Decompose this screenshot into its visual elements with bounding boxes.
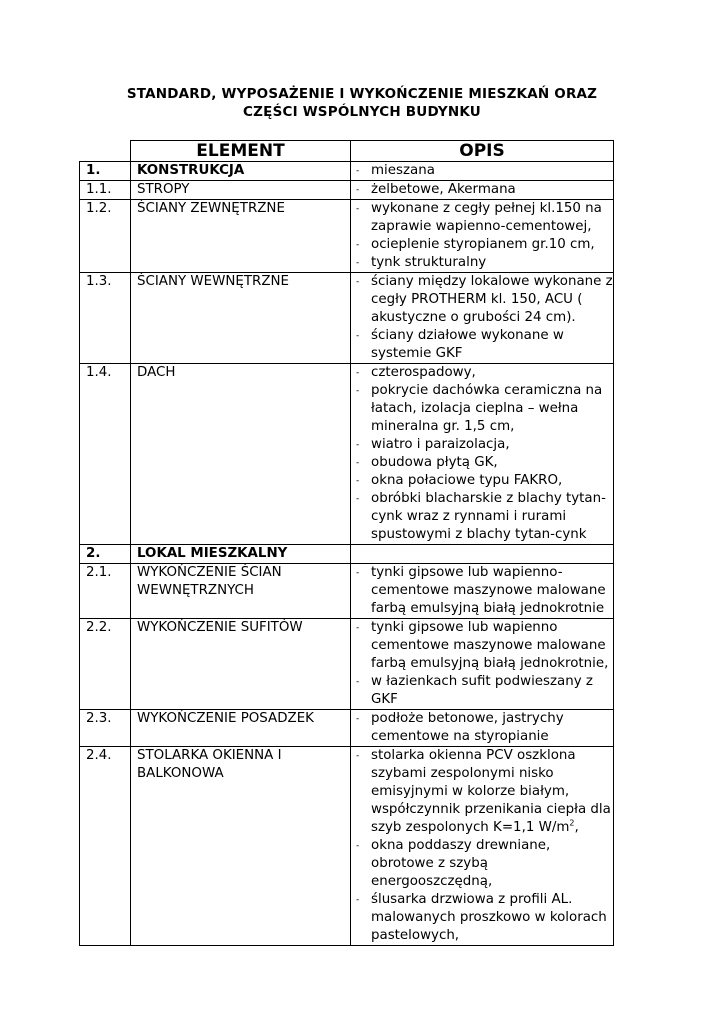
list-item: - ściany działowe wykonane w systemie GKF: [356, 328, 564, 361]
table-row: [80, 564, 614, 619]
row-element: ŚCIANY WEWNĘTRZNE: [131, 273, 351, 364]
bullet-icon: -: [356, 277, 360, 287]
row-number: 1.2.: [80, 200, 131, 273]
list-item: - obudowa płytą GK,: [356, 455, 498, 470]
row-element: KONSTRUKCJA: [131, 162, 351, 181]
table-row: [80, 710, 614, 747]
row-description: [351, 181, 614, 200]
list-item: - żelbetowe, Akermana: [356, 182, 516, 197]
bullet-icon: -: [356, 204, 360, 214]
list-item: - ściany między lokalowe wykonane z cegły PROTHERM kl. 150, ACU ( akustyczne o grubości 24 cm).: [356, 274, 613, 325]
list-item: - mieszana: [356, 163, 435, 178]
bullet-icon: -: [356, 677, 360, 687]
bullet-icon: -: [356, 440, 360, 450]
table-row: [80, 181, 614, 200]
row-description: [351, 364, 614, 545]
header-opis: OPIS: [351, 141, 614, 162]
row-element: WYKOŃCZENIE ŚCIAN WEWNĘTRZNYCH: [131, 564, 351, 619]
row-number: 1.3.: [80, 273, 131, 364]
row-element: WYKOŃCZENIE SUFITÓW: [131, 619, 351, 710]
list-item: - wykonane z cegły pełnej kl.150 na zaprawie wapienno-cementowej,: [356, 201, 602, 234]
table-row: [80, 619, 614, 710]
list-item: - podłoże betonowe, jastrychy cementowe na styropianie: [356, 711, 564, 744]
row-number: 2.: [80, 545, 131, 564]
row-description: [351, 162, 614, 181]
header-element: ELEMENT: [131, 141, 351, 162]
row-description: [351, 273, 614, 364]
list-item: - pokrycie dachówka ceramiczna na łatach, izolacja cieplna – wełna mineralna gr. 1,5 cm,: [356, 383, 603, 434]
bullet-icon: -: [356, 751, 360, 761]
table-row: [80, 200, 614, 273]
list-item: - stolarka okienna PCV oszklona szybami zespolonymi nisko emisyjnymi w kolorze białym, współczynnik przenikania ciepła dla szyb zespolonych K=1,1 $W/m^2$,: [356, 748, 611, 835]
row-element: STROPY: [131, 181, 351, 200]
table-row: [80, 545, 614, 564]
list-item: - tynki gipsowe lub wapienno-cementowe maszynowe malowane farbą emulsyjną białą jednokrotnie: [356, 565, 606, 616]
row-description: [351, 564, 614, 619]
table-row: [80, 273, 614, 364]
bullet-icon: -: [356, 841, 360, 851]
list-item: - tynki gipsowe lub wapienno cementowe maszynowe malowane farbą emulsyjną białą jednokrotnie,: [356, 620, 609, 671]
row-number: 1.1.: [80, 181, 131, 200]
row-description: [351, 200, 614, 273]
specification-table: [79, 140, 614, 946]
header-blank-cell: [80, 141, 131, 162]
document-title: [0, 85, 724, 121]
list-item: - w łazienkach sufit podwieszany z GKF: [356, 674, 593, 707]
bullet-icon: -: [356, 568, 360, 578]
bullet-icon: -: [356, 476, 360, 486]
bullet-icon: -: [356, 240, 360, 250]
row-number: 2.2.: [80, 619, 131, 710]
row-number: 2.3.: [80, 710, 131, 747]
bullet-icon: -: [356, 494, 360, 504]
list-item: - czterospadowy,: [356, 365, 476, 380]
row-element: LOKAL MIESZKALNY: [131, 545, 351, 564]
bullet-icon: -: [356, 166, 360, 176]
bullet-icon: -: [356, 258, 360, 268]
row-description: [351, 747, 614, 946]
bullet-icon: -: [356, 623, 360, 633]
row-element: WYKOŃCZENIE POSADZEK: [131, 710, 351, 747]
superscript-exponent: 2: [569, 818, 575, 828]
table-header-row: [80, 141, 614, 162]
list-item: - tynk strukturalny: [356, 255, 487, 270]
bullet-icon: -: [356, 458, 360, 468]
row-number: 2.4.: [80, 747, 131, 946]
bullet-icon: -: [356, 714, 360, 724]
table-row: [80, 162, 614, 181]
list-item: - obróbki blacharskie z blachy tytan-cynk wraz z rynnami i rurami spustowymi z blachy tytan-cynk: [356, 491, 606, 542]
bullet-icon: -: [356, 368, 360, 378]
bullet-icon: -: [356, 331, 360, 341]
table-row: [80, 364, 614, 545]
row-description: [351, 545, 614, 564]
bullet-icon: -: [356, 185, 360, 195]
row-element: DACH: [131, 364, 351, 545]
row-element: STOLARKA OKIENNA I BALKONOWA: [131, 747, 351, 946]
bullet-icon: -: [356, 895, 360, 905]
row-element: ŚCIANY ZEWNĘTRZNE: [131, 200, 351, 273]
list-item: - okna połaciowe typu FAKRO,: [356, 473, 563, 488]
row-description: [351, 710, 614, 747]
row-number: 1.: [80, 162, 131, 181]
list-item: - ocieplenie styropianem gr.10 cm,: [356, 237, 595, 252]
row-number: 1.4.: [80, 364, 131, 545]
row-number: 2.1.: [80, 564, 131, 619]
title-line-2: CZĘŚCI WSPÓLNYCH BUDYNKU: [243, 104, 481, 120]
row-description: [351, 619, 614, 710]
list-item: - ślusarka drzwiowa z profili AL. malowanych proszkowo w kolorach pastelowych,: [356, 892, 607, 943]
list-item: - okna poddaszy drewniane, obrotowe z szybą energooszczędną,: [356, 838, 551, 889]
list-item: - wiatro i paraizolacja,: [356, 437, 510, 452]
bullet-icon: -: [356, 386, 360, 396]
table-row: [80, 747, 614, 946]
title-line-1: STANDARD, WYPOSAŻENIE I WYKOŃCZENIE MIESZKAŃ ORAZ: [126, 86, 598, 102]
